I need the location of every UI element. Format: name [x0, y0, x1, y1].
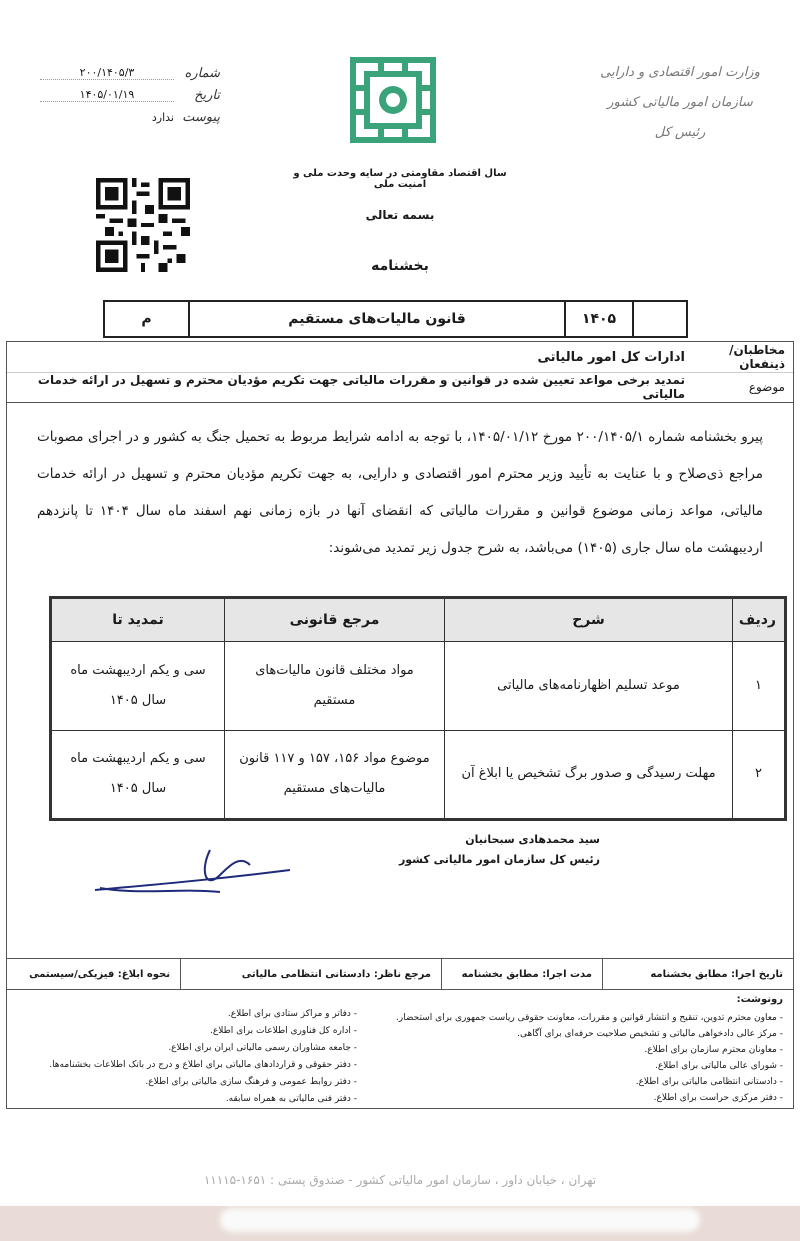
supervising-authority: مرجع ناظر: دادستانی انتظامی مالیاتی — [180, 959, 441, 989]
recipients-label: مخاطبان/ذینفعان — [729, 343, 785, 371]
signatory-name: سید محمدهادی سبحانیان — [465, 833, 600, 846]
numbox-letter: م — [141, 311, 152, 327]
cc-item: - معاون محترم تدوین، تنقیح و انتشار قوانین و مقررات، معاونت حقوقی ریاست جمهوری برای استحضار. — [383, 1010, 783, 1026]
year-motto: سال اقتصاد مقاومتی در سایه وحدت ملی و امنیت ملی — [293, 168, 507, 190]
ministry-line-2: سازمان امور مالیاتی کشور — [607, 95, 753, 110]
table-cell: سی و یکم اردیبهشت ماه سال ۱۴۰۵ — [52, 730, 225, 819]
footer-redaction — [220, 1208, 700, 1232]
cc-list-right — [383, 1010, 783, 1106]
table-cell: ۲ — [733, 730, 785, 819]
table-cell: موضوع مواد ۱۵۶، ۱۵۷ و ۱۱۷ قانون مالیات‌های مستقیم — [225, 730, 445, 819]
cc-item: - دفتر فنی مالیاتی به همراه سابقه. — [17, 1091, 357, 1108]
table-header-row — [52, 599, 785, 642]
document-meta — [40, 62, 220, 128]
ministry-header — [600, 58, 760, 148]
table-row — [52, 642, 785, 731]
subject-label: موضوع — [748, 380, 785, 394]
circular-number-box — [103, 300, 688, 338]
qr-code-icon — [90, 178, 196, 272]
table-cell: مواد مختلف قانون مالیات‌های مستقیم — [225, 642, 445, 731]
date-value: ۱۴۰۵/۰۱/۱۹ — [40, 88, 174, 102]
cc-list-left — [17, 1006, 357, 1108]
cc-title: رونوشت: — [736, 994, 783, 1005]
notice-method: نحوه ابلاغ: فیزیکی/سیستمی — [29, 968, 170, 980]
date-row — [40, 84, 220, 106]
date-label: تاریخ — [194, 87, 220, 103]
col-header-extended-until: تمدید تا — [52, 599, 225, 642]
body-paragraph: پیرو بخشنامه شماره ۲۰۰/۱۴۰۵/۱ مورخ ۱۴۰۵/۰۱/۱۲، با توجه به ادامه شرایط مربوط به تحمیل جنگ به کشور و در اجرای مصوبات مراجع ذی‌صلاح و با عنایت به تأیید وزیر محترم امور اقتصادی و دارایی، به جهت تکریم مؤدیان محترم و تسهیل در ارائه خدمات مالیاتی، مواعد زمانی موضوع قوانین و مقررات مالیاتی که انقضای آنها در بازه زمانی نهم اسفند ماه سال ۱۴۰۴ تا پانزدهم اردیبهشت ماه سال جاری (۱۴۰۵) می‌باشد، به شرح جدول زیر تمدید می‌شوند: — [37, 429, 763, 556]
col-header-row-number: ردیف — [733, 599, 785, 642]
numbox-law: قانون مالیات‌های مستقیم — [188, 302, 564, 336]
document-type: بخشنامه — [371, 258, 429, 274]
cc-item: - دفاتر و مراکز ستادی برای اطلاع. — [17, 1006, 357, 1023]
extension-table — [49, 596, 787, 821]
cc-item: - جامعه مشاوران رسمی مالیاتی ایران برای اطلاع. — [17, 1040, 357, 1057]
table-cell: موعد تسلیم اظهارنامه‌های مالیاتی — [445, 642, 733, 731]
attachment-label: پیوست — [182, 109, 220, 125]
cc-item: - اداره کل فناوری اطلاعات برای اطلاع. — [17, 1023, 357, 1040]
cc-item: - دفتر مرکزی حراست برای اطلاع. — [383, 1090, 783, 1106]
signatory-title: رئیس کل سازمان امور مالیاتی کشور — [398, 853, 600, 866]
bismillah: بسمه تعالی — [365, 208, 435, 222]
subject-row — [7, 372, 793, 403]
footer-address: تهران ، خیابان داور ، سازمان امور مالیاتی کشور - صندوق پستی : ۱۶۵۱-۱۱۱۱۵ — [203, 1173, 597, 1187]
recipients-value: ادارات کل امور مالیاتی — [537, 349, 685, 365]
cc-item: - دفتر حقوقی و قراردادهای مالیاتی برای اطلاع و درج در بانک اطلاعات بخشنامه‌ها. — [17, 1057, 357, 1074]
attachment-row — [40, 106, 220, 128]
ministry-line-1: وزارت امور اقتصادی و دارایی — [600, 65, 760, 80]
exec-period: مدت اجرا: مطابق بخشنامه — [441, 959, 602, 989]
number-value: ۲۰۰/۱۴۰۵/۳ — [40, 66, 174, 80]
subject-value: تمدید برخی مواعد تعیین شده در قوانین و مقررات مالیاتی جهت تکریم مؤدیان محترم و تسهیل در ارائه خدمات مالیاتی — [37, 373, 685, 401]
ministry-line-3: رئیس کل — [654, 125, 706, 140]
cc-item: - شورای عالی مالیاتی برای اطلاع. — [383, 1058, 783, 1074]
table-cell: ۱ — [733, 642, 785, 731]
cc-item: - دادستانی انتظامی مالیاتی برای اطلاع. — [383, 1074, 783, 1090]
col-header-description: شرح — [445, 599, 733, 642]
exec-date: تاریخ اجرا: مطابق بخشنامه — [602, 959, 793, 989]
cc-item: - معاونان محترم سازمان برای اطلاع. — [383, 1042, 783, 1058]
tax-organization-logo — [345, 52, 441, 148]
numbox-code: ۱۴۰۵ — [564, 302, 632, 336]
numbox-empty — [632, 302, 686, 336]
execution-info-row — [7, 958, 793, 990]
col-header-legal-reference: مرجع قانونی — [225, 599, 445, 642]
attachment-value: ندارد — [151, 110, 174, 124]
table-cell: سی و یکم اردیبهشت ماه سال ۱۴۰۵ — [52, 642, 225, 731]
signature-scribble-icon — [90, 830, 340, 900]
cc-item: - دفتر روابط عمومی و فرهنگ سازی مالیاتی برای اطلاع. — [17, 1074, 357, 1091]
circular-body-frame — [6, 341, 794, 1109]
table-row — [52, 730, 785, 819]
number-row — [40, 62, 220, 84]
cc-item: - مرکز عالی دادخواهی مالیاتی و تشخیص صلاحیت حرفه‌ای برای آگاهی. — [383, 1026, 783, 1042]
table-cell: مهلت رسیدگی و صدور برگ تشخیص یا ابلاغ آن — [445, 730, 733, 819]
recipients-row — [7, 342, 793, 373]
number-label: شماره — [184, 65, 220, 81]
